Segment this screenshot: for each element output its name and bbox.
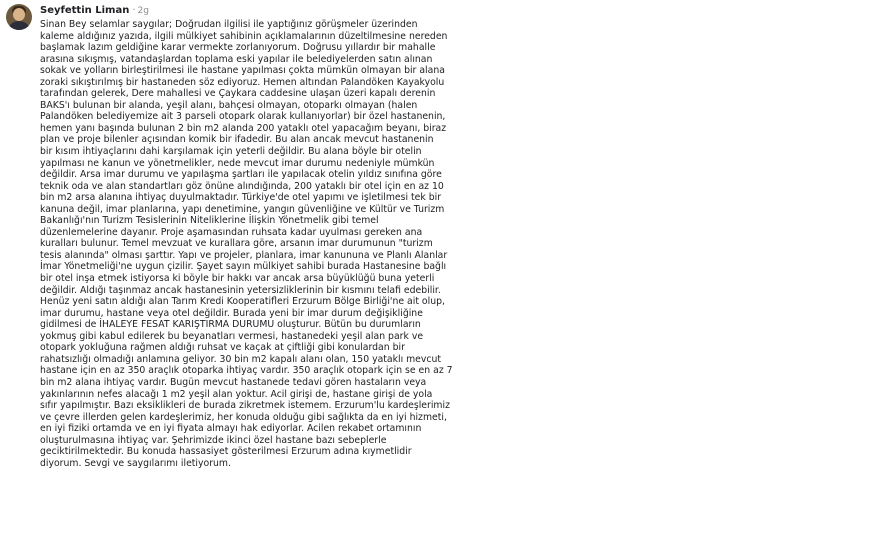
comment-text-line: değildir. Aldığı taşınmaz ancak hastanesinin yetersizliklerinin bir kısmını telafi edebilir.: [40, 284, 441, 296]
avatar-face: [13, 8, 25, 21]
comment-text-line: sıfır yapılmıştır. Bazı eksiklikleri de burada zikretmek istemem. Erzurum'lu kardeşlerimiz: [40, 400, 450, 412]
comment-text-line: bir otel inşa etmek istiyorsa ki böyle bir hakkı var ancak arsa büyüklüğü buna yeterli: [40, 273, 435, 285]
comment-text-line: yakınlarının nefes alacağı 1 m2 yeşil alan yoktur. Acil girişi de, hastane girişi de yola: [40, 388, 433, 400]
comment-text-line: otopark yokluğuna rağmen aldığı ruhsat ve kaçak at çiftliği gibi konulardan bir: [40, 342, 405, 354]
comment-text-line: tesis alanında" olması şarttır. Yapı ve projeler, planlara, imar kanununa ve Planlı Alanlar: [40, 249, 448, 261]
comment-text-line: başlamak lazım geldiğine karar vermekte zorlanıyorum. Doğrusu yıllardır bir mahalle: [40, 42, 436, 54]
comment-text-line: tarafından gelerek, Dere mahallesi ve Çaykara caddesine ulaşan üzeri kapalı derenin: [40, 88, 436, 100]
comment-text-line: sokak ve yolların birleştirilmesi ile hastane yapılması çokta mümkün olmayan bir alana: [40, 65, 445, 77]
comment-text-line: ve çevre illerden gelen kardeşlerimiz, her konuda olduğu gibi sağlıkta da en iyi hizmeti,: [40, 411, 447, 423]
comment-text-line: Bakanlığı'nın Turizm Tesislerinin Niteliklerine İlişkin Yönetmelik gibi temel: [40, 215, 379, 227]
comment-text-line: imar durumu, hastane veya otel değildir. Burada yeni bir imar durum değişikliğine: [40, 307, 423, 319]
author-name[interactable]: Seyfettin Liman: [40, 5, 130, 16]
comment-text: [40, 19, 866, 469]
comment-text-line: İmar Yönetmeliği'ne uygun çizilir. Şayet sayın mülkiyet sahibi burada Hastanesine bağlı: [40, 261, 447, 273]
comment-body: [40, 4, 866, 469]
comment-text-line: geciktirilmektedir. Bu konuda hassasiyet gösterilmesi Erzurum adına kıymetlidir: [40, 446, 412, 458]
comment-text-line: Sinan Bey selamlar saygılar; Doğrudan ilgilisi ile yaptığınız görüşmeler üzerinden: [40, 19, 418, 30]
comment-text-line: en iyi fiziki ortamda ve en iyi fiyata almayı hak ediyorlar. Acilen rekabet ortamının: [40, 423, 422, 435]
comment-text-line: bin m2 alana ihtiyaç vardır. Bugün mevcut hastanede tedavi gören hastaların veya: [40, 376, 427, 388]
comment: [6, 4, 866, 469]
comment-text-line: yapılması ne kanun ve yönetmelikler, nede mevcut imar durumu nedeniyle mümkün: [40, 157, 435, 169]
comment-text-line: değildir. Arsa imar durumu ve yapılaşma şartları ile yapılacak otelin yıldız sınıfına göre: [40, 169, 442, 181]
comment-text-line: düzenlemelerine dayanır. Proje aşamasından ruhsata kadar uyulması gereken ana: [40, 226, 423, 238]
comment-text-line: rahatsızlığı olmadığı anlamına geliyor. 30 bin m2 kapalı alanı olan, 150 yataklı mevcut: [40, 353, 442, 365]
comment-text-line: hastane için en az 350 araçlık otoparka ihtiyaç vardır. 350 araçlık otopark için se en az 7: [40, 365, 453, 377]
separator-dot: ·: [132, 5, 136, 16]
comment-text-line: Palandöken belediyemize ait 3 parseli otopark olarak kullanıyorlar) bir özel hastanenin,: [40, 111, 446, 123]
comment-text-line: arasına sıkışmış, vatandaşlardan toplama eski yapılar ile belediyelerden satın alınan: [40, 53, 433, 65]
comment-text-line: teknik oda ve alan standartları göz önüne alındığında, 200 yataklı bir otel için en az 10: [40, 180, 444, 192]
comment-text-line: bir kısım ihtiyaçlarını dahi karşılamak için yeterli değildir. Bu alana böyle bir otelin: [40, 146, 422, 158]
comment-text-line: hemen yanı başında bulunan 2 bin m2 alanda 200 yataklı otel yapacağım beyanı, biraz: [40, 122, 447, 134]
comment-text-line: zoraki sıkıştırılmış bir hastaneden söz ediyoruz. Hemen altından Palandöken Kayakyolu: [40, 76, 445, 88]
avatar-shoulders: [7, 21, 31, 30]
comment-text-line: Henüz yeni satın aldığı alan Tarım Kredi Kooperatifleri Erzurum Bölge Birliği'ne ait olup,: [40, 296, 445, 308]
comment-text-line: yokmuş gibi kabul edilerek bu beyanatları vermesi, hastanedeki yeşil alan park ve: [40, 330, 424, 342]
avatar[interactable]: [6, 4, 32, 30]
comment-text-line: kanuna değil, imar planlarına, yapı denetimine, yangın güvenliğine ve Kültür ve Turizm: [40, 203, 445, 215]
comment-header: [40, 4, 866, 18]
comment-text-line: bin m2 arsa alanına ihtiyaç duyulmaktadır. Türkiye'de otel yapımı ve işletilmesi tek bir: [40, 192, 442, 204]
comment-text-line: kaleme aldığınız yazıda, ilgili mülkiyet sahibinin açıklamalarının düzeltilmesine nereden: [40, 30, 448, 42]
comment-text-line: gidilmesi de İHALEYE FESAT KARIŞTIRMA DURUMU oluşturur. Bütün bu durumların: [40, 319, 421, 331]
comment-text-line: BAKS'ı bulunan bir alanda, yeşil alanı, bahçesi olmayan, otoparkı olmayan (halen: [40, 99, 418, 111]
comment-text-line: plan ve proje bilenler açısından komik bir ifadedir. Bu alan ancak mevcut hastanenin: [40, 134, 434, 146]
comment-time[interactable]: 2g: [137, 6, 149, 16]
comment-text-line: kuralları bulunur. Temel mevzuat ve kurallara göre, arsanın imar durumunun "turizm: [40, 238, 433, 250]
comment-text-line: oluşturulmasına ihtiyaç var. Şehrimizde ikinci özel hastane bazı sebeplerle: [40, 434, 387, 446]
comment-text-line: diyorum. Sevgi ve saygılarımı iletiyorum.: [40, 457, 231, 469]
